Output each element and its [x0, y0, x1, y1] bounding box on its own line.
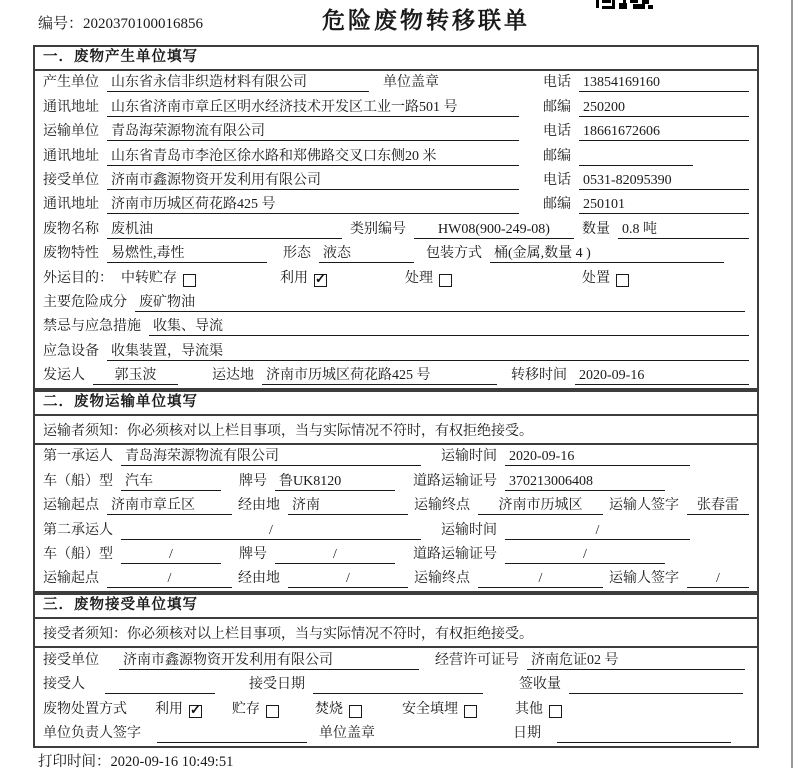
purpose-label: 外运目的： — [43, 270, 113, 286]
origin-label: 运输起点 — [43, 571, 99, 587]
taboo-value: 收集、导流 — [149, 318, 749, 336]
producer-address-value: 山东省济南市章丘区明水经济技术开发区工业一路501 号 — [107, 99, 519, 117]
row-purpose — [35, 266, 757, 290]
transport-time-label: 运输时间 — [441, 449, 497, 465]
purpose-option-transfer-storage — [121, 270, 196, 288]
purpose-option-treatment — [405, 270, 452, 288]
checkbox-icon — [189, 705, 202, 718]
consignor-label: 发运人 — [43, 368, 85, 384]
disposal-option-storage — [232, 701, 279, 719]
vehicle2-value: / — [121, 546, 221, 564]
via-label: 经由地 — [238, 571, 280, 587]
option-label: 处理 — [405, 270, 433, 286]
row-consignor — [35, 364, 757, 388]
checkbox-icon — [439, 274, 452, 287]
serial-label: 编号： — [38, 16, 84, 32]
accept-unit-label: 接受单位 — [43, 652, 99, 668]
row-emergency-equipment — [35, 339, 757, 363]
carrier1-label: 第一承运人 — [43, 449, 113, 465]
receiver-notice: 接受者须知：你必须核对以上栏目事项，当与实际情况不符时，有权拒绝接受。 — [35, 619, 757, 648]
destination-value: 济南市历城区荷花路425 号 — [262, 367, 497, 385]
acceptor-label: 接受人 — [43, 677, 85, 693]
transfer-time-value: 2020-09-16 — [575, 367, 749, 385]
purpose-option-disposal — [582, 270, 629, 288]
disposal-option-recycle — [155, 701, 202, 719]
transport-time1-value: 2020-09-16 — [505, 448, 690, 466]
row-hazard — [35, 291, 757, 315]
head-sign-value — [157, 725, 307, 743]
disposal-option-incineration — [315, 701, 362, 719]
transporter-address-value: 山东省青岛市李沧区徐水路和郑佛路交叉口东侧20 米 — [107, 148, 519, 166]
option-label: 中转贮存 — [121, 270, 177, 286]
vehicle-label: 车（船）型 — [43, 473, 113, 489]
phone-label: 电话 — [543, 172, 571, 188]
checkbox-icon — [549, 705, 562, 718]
print-time-value: 2020-09-16 10:49:51 — [110, 754, 234, 770]
section2-header: 二．废物运输单位填写 — [35, 392, 757, 416]
trait-value: 易燃性,毒性 — [107, 245, 267, 263]
head-sign-label: 单位负责人签字 — [43, 725, 141, 741]
receiver-address-value: 济南市历城区荷花路425 号 — [107, 196, 519, 214]
checkbox-icon — [314, 274, 327, 287]
document-title: 危险废物转移联单 — [322, 8, 530, 33]
purpose-option-recycle — [280, 270, 327, 288]
checkbox-icon — [183, 274, 196, 287]
receiver-phone-value: 0531-82095390 — [579, 172, 749, 190]
signed-amount-label: 签收量 — [519, 677, 561, 693]
waste-name-label: 废物名称 — [43, 221, 99, 237]
vehicle-label: 车（船）型 — [43, 547, 113, 563]
terminal-label: 运输终点 — [414, 498, 470, 514]
transporter-sign-label: 运输人签字 — [609, 498, 679, 514]
receiver-zip-value: 250101 — [579, 196, 749, 214]
transporter-value: 青岛海荣源物流有限公司 — [107, 123, 519, 141]
accept-date-value — [313, 676, 483, 694]
address-label: 通讯地址 — [43, 148, 99, 164]
origin-label: 运输起点 — [43, 498, 99, 514]
form-label: 形态 — [283, 246, 311, 262]
transporter-label: 运输单位 — [43, 124, 99, 140]
carrier1-value: 青岛海荣源物流有限公司 — [121, 448, 421, 466]
terminal2-value: / — [478, 570, 603, 588]
equipment-value: 收集装置，导流渠 — [107, 343, 749, 361]
serial-value: 2020370100016856 — [83, 16, 204, 32]
transport-time-label: 运输时间 — [441, 522, 497, 538]
producer-zip-value: 250200 — [579, 99, 749, 117]
row-accept-unit — [35, 648, 757, 672]
checkbox-icon — [266, 705, 279, 718]
phone-label: 电话 — [543, 124, 571, 140]
row-receiver-address — [35, 193, 757, 217]
packing-label: 包装方式 — [426, 246, 482, 262]
manifest-form — [33, 45, 759, 748]
plate-label: 牌号 — [239, 473, 267, 489]
road-permit-label: 道路运输证号 — [413, 547, 497, 563]
carrier2-value: / — [121, 522, 421, 540]
option-label: 利用 — [155, 701, 183, 717]
row-vehicle1 — [35, 469, 757, 493]
checkbox-icon — [464, 705, 477, 718]
row-producer — [35, 71, 757, 95]
row-head-signature — [35, 722, 757, 746]
checkbox-icon — [616, 274, 629, 287]
row-taboo — [35, 315, 757, 339]
zip-label: 邮编 — [543, 99, 571, 115]
address-label: 通讯地址 — [43, 99, 99, 115]
consignor-value: 郭玉波 — [93, 367, 178, 385]
terminal-label: 运输终点 — [414, 571, 470, 587]
carrier2-label: 第二承运人 — [43, 522, 113, 538]
checkbox-icon — [349, 705, 362, 718]
packing-value: 桶(金属,数量 4 ) — [490, 245, 724, 263]
transporter-zip-value — [579, 148, 693, 166]
row-producer-address — [35, 95, 757, 119]
road-permit1-value: 370213006408 — [505, 473, 665, 491]
trait-label: 废物特性 — [43, 246, 99, 262]
phone-label: 电话 — [543, 75, 571, 91]
hazard-label: 主要危险成分 — [43, 294, 127, 310]
date-label: 日期 — [513, 725, 541, 741]
page-edge-line — [791, 0, 793, 768]
transfer-time-label: 转移时间 — [511, 368, 567, 384]
row-route2 — [35, 567, 757, 591]
section3-header: 三．废物接受单位填写 — [35, 595, 757, 619]
via-label: 经由地 — [238, 498, 280, 514]
transporter-sign-label: 运输人签字 — [609, 571, 679, 587]
row-disposal-method — [35, 697, 757, 721]
producer-phone-value: 13854169160 — [579, 74, 749, 92]
plate-label: 牌号 — [239, 547, 267, 563]
category-label: 类别编号 — [350, 221, 406, 237]
section1-header: 一．废物产生单位填写 — [35, 47, 757, 71]
option-label: 安全填埋 — [402, 701, 458, 717]
unit-seal-label: 单位盖章 — [319, 725, 375, 741]
option-label: 其他 — [515, 701, 543, 717]
origin2-value: / — [107, 570, 232, 588]
accept-date-label: 接受日期 — [249, 677, 305, 693]
option-label: 利用 — [280, 270, 308, 286]
via2-value: / — [288, 570, 408, 588]
document-header — [0, 0, 796, 44]
row-waste-name — [35, 217, 757, 241]
address-label: 通讯地址 — [43, 197, 99, 213]
destination-label: 运达地 — [212, 368, 254, 384]
unit-seal-label: 单位盖章 — [383, 75, 439, 91]
producer-value: 山东省永信非织造材料有限公司 — [107, 74, 369, 92]
row-transporter — [35, 120, 757, 144]
row-route1 — [35, 494, 757, 518]
terminal1-value: 济南市历城区 — [478, 497, 603, 515]
disposal-label: 废物处置方式 — [43, 701, 127, 717]
quantity-value: 0.8 吨 — [618, 221, 749, 239]
option-label: 处置 — [582, 270, 610, 286]
row-waste-trait — [35, 242, 757, 266]
row-carrier1 — [35, 445, 757, 469]
transporter-sign2-value: / — [687, 570, 749, 588]
row-receiver — [35, 169, 757, 193]
producer-label: 产生单位 — [43, 75, 99, 91]
receiver-value: 济南市鑫源物资开发利用有限公司 — [107, 172, 519, 190]
origin1-value: 济南市章丘区 — [107, 497, 232, 515]
road-permit2-value: / — [505, 546, 665, 564]
plate1-value: 鲁UK8120 — [275, 473, 395, 491]
option-label: 贮存 — [232, 701, 260, 717]
acceptor-value — [105, 676, 215, 694]
zip-label: 邮编 — [543, 197, 571, 213]
disposal-option-other — [515, 701, 562, 719]
print-time-label: 打印时间： — [38, 754, 111, 770]
form-value: 液态 — [319, 245, 414, 263]
disposal-option-landfill — [402, 701, 477, 719]
accept-unit-value: 济南市鑫源物资开发利用有限公司 — [119, 652, 419, 670]
plate2-value: / — [275, 546, 395, 564]
date-value — [557, 725, 731, 743]
vehicle1-value: 汽车 — [121, 473, 221, 491]
road-permit-label: 道路运输证号 — [413, 473, 497, 489]
transporter-notice: 运输者须知：你必须核对以上栏目事项，当与实际情况不符时，有权拒绝接受。 — [35, 416, 757, 445]
row-vehicle2 — [35, 543, 757, 567]
permit-label: 经营许可证号 — [435, 652, 519, 668]
taboo-label: 禁忌与应急措施 — [43, 319, 141, 335]
quantity-label: 数量 — [582, 221, 610, 237]
transporter-phone-value: 18661672606 — [579, 123, 749, 141]
signed-amount-value — [569, 676, 743, 694]
permit-value: 济南危证02 号 — [527, 652, 745, 670]
transporter-sign1-value: 张春雷 — [687, 497, 749, 515]
option-label: 焚烧 — [315, 701, 343, 717]
receiver-label: 接受单位 — [43, 172, 99, 188]
hazard-value: 废矿物油 — [135, 294, 745, 312]
category-value: HW08(900-249-08) — [414, 221, 574, 239]
zip-label: 邮编 — [543, 148, 571, 164]
via1-value: 济南 — [288, 497, 408, 515]
transport-time2-value: / — [505, 522, 690, 540]
equipment-label: 应急设备 — [43, 343, 99, 359]
row-acceptor — [35, 673, 757, 697]
waste-name-value: 废机油 — [107, 221, 342, 239]
row-carrier2 — [35, 518, 757, 542]
row-transporter-address — [35, 144, 757, 168]
